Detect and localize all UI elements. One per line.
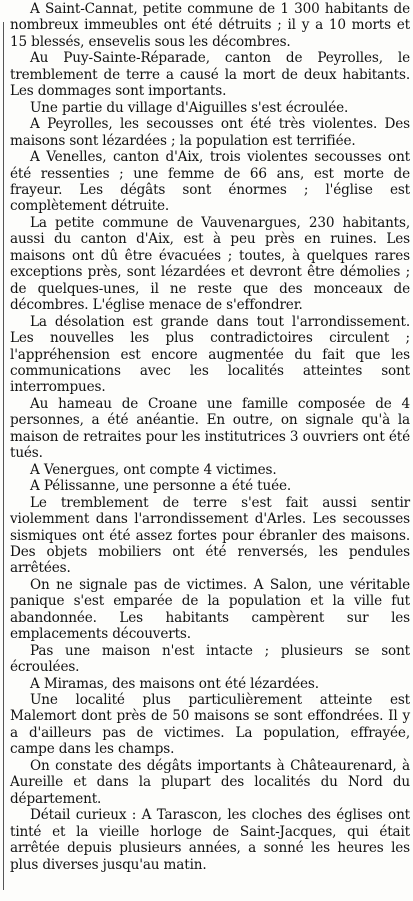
paragraph-puy-sainte-reparade: Au Puy-Sainte-Réparade, canton de Peyrolles, le tremblement de terre a causé la mort de deux habitants. Les dommages sont importants. (10, 50, 410, 100)
paragraph-aiguilles: Une partie du village d'Aiguilles s'est écroulée. (30, 99, 349, 116)
column-rule (3, 22, 4, 890)
paragraph-pelissanne: A Pélissanne, une personne a été tuée. (30, 478, 292, 495)
paragraph-salon: On ne signale pas de victimes. A Salon, une véritable panique s'est emparée de la population et la ville fut abandonnée. Les habitants campèrent sur les emplacements découverts. (10, 576, 410, 643)
article-column (10, 1, 410, 873)
paragraph-venergues: A Venergues, ont compte 4 victimes. (30, 461, 277, 478)
paragraph-vauvenargues: La petite commune de Vauvenargues, 230 habitants, aussi du canton d'Aix, est à peu près en ruines. Les maisons ont dû être évacuées ; toutes, à quelques rares exceptions près, sont lézardées et devront être démolies ; de quelques-unes, il ne reste que des monceaux de décombres. L'église menace de s'effondrer. (10, 214, 410, 314)
paragraph-venelles: A Venelles, canton d'Aix, trois violentes secousses ont été ressenties ; une femme de 66 ans, est morte de frayeur. Les dégâts sont énormes ; l'église est complètement détruite. (10, 149, 410, 215)
paragraph-desolation: La désolation est grande dans tout l'arrondissement. Les nouvelles les plus contradictoires circulent ; l'appréhension est encore augmentée du fait que les communications avec les localités atteintes sont interrompues. (10, 313, 410, 396)
paragraph-tarascon: Détail curieux : A Tarascon, les cloches des églises ont tinté et la vieille horloge de Saint-Jacques, qui était arrêtée depuis plusieurs années, a sonné les heures les plus diverses jusqu'au matin. (10, 807, 410, 873)
paragraph-arles: Le tremblement de terre s'est fait aussi sentir violemment dans l'arrondissement d'Arles. Les secousses sismiques ont été assez fortes pour ébranler des maisons. Des objets mobiliers ont été renversés, les pendules arrêtées. (10, 494, 410, 577)
paragraph-saint-cannat: A Saint-Cannat, petite commune de 1 300 habitants de nombreux immeubles ont été détruits ; il y a 10 morts et 15 blessés, ensevelis sous les décombres. (10, 1, 410, 50)
paragraph-malemort: Une localité plus particulièrement atteinte est Malemort dont près de 50 maisons se sont effondrées. Il y a d'ailleurs pas de victimes. La population, effrayée, campe dans les champs. (10, 692, 410, 758)
paragraph-miramas: A Miramas, des maisons ont été lézardées. (30, 675, 319, 692)
paragraph-chateaurenard: On constate des dégâts importants à Châteaurenard, à Aureille et dans la plupart des localités du Nord du département. (10, 757, 410, 807)
paragraph-maisons-ecroulees: Pas une maison n'est intacte ; plusieurs se sont écroulées. (10, 642, 410, 676)
paragraph-peyrolles: A Peyrolles, les secousses ont été très violentes. Des maisons sont lézardées ; la population est terrifiée. (10, 116, 410, 149)
paragraph-croane: Au hameau de Croane une famille composée de 4 personnes, a été anéantie. En outre, on signale qu'à la maison de retraites pour les institutrices 3 ouvriers ont été tués. (10, 395, 410, 462)
